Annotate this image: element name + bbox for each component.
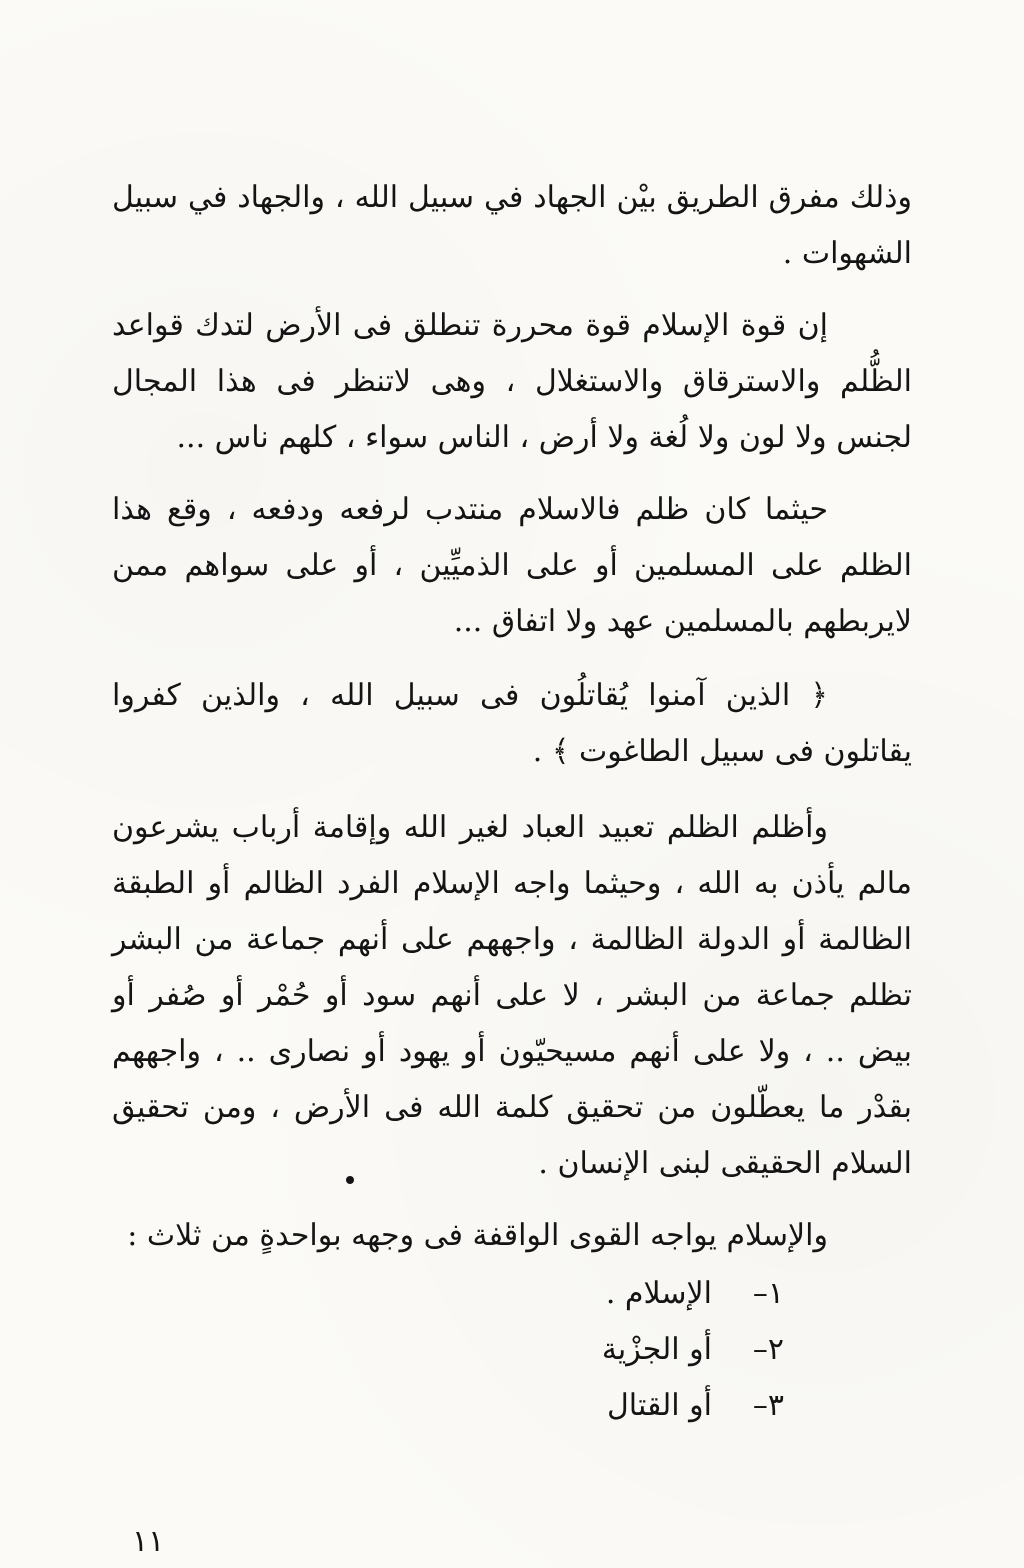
paragraph-1: وذلك مفرق الطريق بيْن الجهاد في سبيل الله ، والجهاد في سبيل الشهوات .	[112, 180, 912, 271]
paragraph-3: حيثما كان ظلم فالاسلام منتدب لرفعه ودفعه ، وقع هذا الظلم على المسلمين أو على الذميِّين ، أو على سواهم ممن لايربطهم بالمسلمين عهد ولا اتفاق ...	[112, 492, 912, 639]
list-item-text: الإسلام .	[605, 1276, 712, 1311]
list-item-number: ١–	[752, 1276, 784, 1311]
list-item-text: أو القتال	[607, 1388, 712, 1423]
list-item	[602, 1322, 784, 1378]
list-item-text: أو الجزْية	[601, 1332, 712, 1367]
list-item-number: ٣–	[752, 1388, 784, 1423]
paragraph-6: والإسلام يواجه القوى الواقفة فى وجهه بواحدةٍ من ثلاث :	[127, 1218, 828, 1253]
list-item-number: ٢–	[752, 1332, 784, 1367]
paragraph-2: إن قوة الإسلام قوة محررة تنطلق فى الأرض لتدك قواعد الظُّلم والاسترقاق والاستغلال ، وهى لاتنظر فى هذا المجال لجنس ولا لون ولا لُغة ولا أرض ، الناس سواء ، كلهم ناس ...	[112, 308, 912, 455]
page-number: ١١	[132, 1524, 165, 1559]
paragraph-5: وأظلم الظلم تعبيد العباد لغير الله وإقامة أرباب يشرعون مالم يأذن به الله ، وحيثما واجه الإسلام الفرد الظالم أو الطبقة الظالمة أو الدولة الظالمة ، واجههم على أنهم جماعة من البشر تظلم جماعة من البشر ، لا على أنهم سود أو حُمْر أو صُفر أو بيض .. ، ولا على أنهم مسيحيّون أو يهود أو نصارى .. ، واجههم بقدْر ما يعطّلون من تحقيق كلمة الله فى الأرض ، ومن تحقيق السلام الحقيقى لبنى الإنسان .	[112, 810, 912, 1181]
list-item	[602, 1266, 784, 1322]
separator-dot	[346, 1176, 354, 1184]
quran-verse: ﴿ الذين آمنوا يُقاتلُون فى سبيل الله ، والذين كفروا يقاتلون فى سبيل الطاغوت ﴾ .	[112, 678, 912, 769]
options-list	[602, 1266, 784, 1434]
list-item	[602, 1378, 784, 1434]
